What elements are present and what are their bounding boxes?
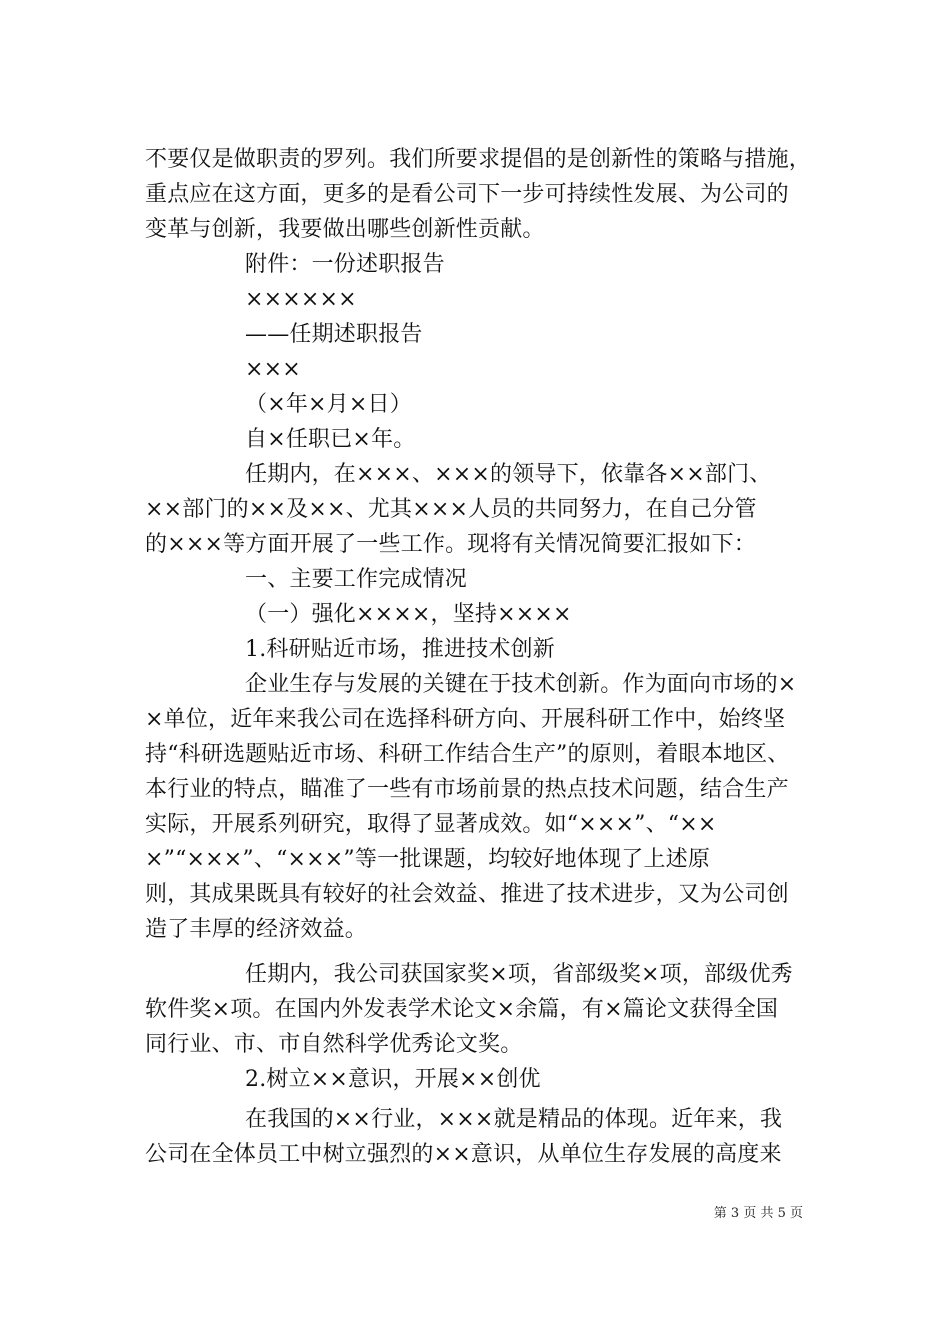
attachment-heading: 附件：一份述职报告 — [245, 252, 445, 277]
item-heading: 1.科研贴近市场，推进技术创新 — [245, 637, 555, 662]
item-heading: 2.树立××意识，开展××创优 — [245, 1067, 541, 1092]
text-line: 同行业、市、市自然科学优秀论文奖。 — [145, 1032, 523, 1057]
section-heading: 一、主要工作完成情况 — [245, 567, 468, 592]
text-line: 变革与创新，我要做出哪些创新性贡献。 — [145, 217, 545, 242]
text-line: 公司在全体员工中树立强烈的××意识，从单位生存发展的高度来 — [145, 1142, 782, 1167]
text-line: 自×任职已×年。 — [245, 427, 416, 452]
text-line: 造了丰厚的经济效益。 — [145, 917, 368, 942]
text-line: ×”“×××”、“×××”等一批课题，均较好地体现了上述原 — [145, 847, 711, 872]
report-subtitle: ——任期述职报告 — [245, 322, 423, 347]
text-line: 在我国的××行业，×××就是精品的体现。近年来，我 — [245, 1107, 783, 1132]
text-line: 持“科研选题贴近市场、科研工作结合生产”的原则，着眼本地区、 — [145, 742, 790, 767]
text-line: 则，其成果既具有较好的社会效益、推进了技术进步，又为公司创 — [145, 882, 789, 907]
page-number: 第 3 页 共 5 页 — [713, 1206, 803, 1221]
text-line: 的×××等方面开展了一些工作。现将有关情况简要汇报如下： — [145, 532, 756, 557]
text-line: ×单位，近年来我公司在选择科研方向、开展科研工作中，始终坚 — [145, 707, 786, 732]
text-line: 企业生存与发展的关键在于技术创新。作为面向市场的× — [245, 672, 797, 697]
report-title: ×××××× — [245, 287, 357, 312]
subsection-heading: （一）强化××××，坚持×××× — [245, 602, 572, 627]
text-line: 不要仅是做职责的罗列。我们所要求提倡的是创新性的策略与措施， — [145, 147, 812, 172]
report-date: （×年×月×日） — [245, 392, 412, 417]
text-line: 任期内，在×××、×××的领导下，依靠各××部门、 — [245, 462, 772, 487]
author-name: ××× — [245, 357, 301, 382]
text-line: 重点应在这方面，更多的是看公司下一步可持续性发展、为公司的 — [145, 182, 789, 207]
text-line: 软件奖×项。在国内外发表学术论文×余篇，有×篇论文获得全国 — [145, 997, 779, 1022]
text-line: 本行业的特点，瞄准了一些有市场前景的热点技术问题，结合生产 — [145, 777, 789, 802]
text-line: ××部门的××及××、尤其×××人员的共同努力，在自己分管 — [145, 497, 757, 522]
text-line: 任期内，我公司获国家奖×项，省部级奖×项，部级优秀 — [245, 962, 793, 987]
text-line: 实际，开展系列研究，取得了显著成效。如“×××”、“×× — [145, 812, 717, 837]
